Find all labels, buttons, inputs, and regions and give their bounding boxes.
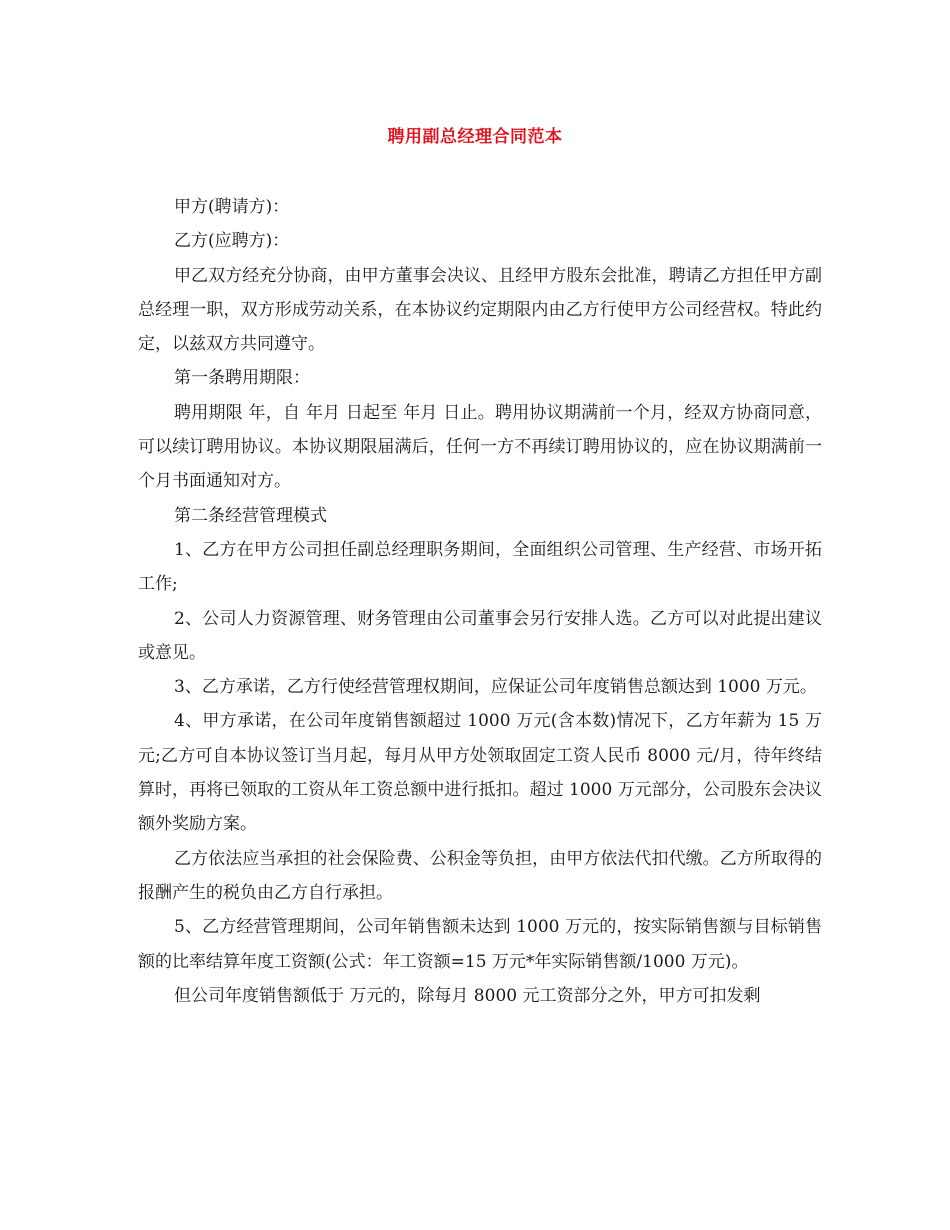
paragraph-preamble: 甲乙双方经充分协商，由甲方董事会决议、且经甲方股东会批准，聘请乙方担任甲方副总经理一职，双方形成劳动关系，在本协议约定期限内由乙方行使甲方公司经营权。特此约定，以兹双方共同遵守。 — [138, 265, 822, 355]
paragraph-low-sales: 但公司年度销售额低于 万元的，除每月 8000 元工资部分之外，甲方可扣发剩 — [174, 985, 761, 1006]
paragraph-item-5: 5、乙方经营管理期间，公司年销售额未达到 1000 万元的，按实际销售额与目标销售额的比率结算年度工资额(公式：年工资额=15 万元*年实际销售额/1000 万元)。 — [138, 917, 822, 972]
paragraph-party-b: 乙方(应聘方)： — [174, 231, 290, 252]
document-title: 聘用副总经理合同范本 — [387, 127, 563, 147]
paragraph-term: 聘用期限 年，自 年月 日起至 年月 日止。聘用协议期满前一个月，经双方协商同意，可以续订聘用协议。本协议期限届满后，任何一方不再续订聘用协议的，应在协议期满前一个月书面通知对方。 — [138, 402, 822, 492]
heading-article-2: 第二条经营管理模式 — [174, 505, 327, 526]
paragraph-item-1: 1、乙方在甲方公司担任副总经理职务期间，全面组织公司管理、生产经营、市场开拓工作; — [138, 539, 822, 595]
paragraph-item-4: 4、甲方承诺，在公司年度销售额超过 1000 万元(含本数)情况下，乙方年薪为 15 万元;乙方可自本协议签订当月起，每月从甲方处领取固定工资人民币 8000 元/月，待年终结算时，再将已领取的工资从年工资总额中进行抵扣。超过 1000 万元部分，公司股东会决议额外奖励方案。 — [138, 711, 822, 835]
heading-article-1: 第一条聘用期限： — [174, 368, 310, 389]
paragraph-item-2: 2、公司人力资源管理、财务管理由公司董事会另行安排人选。乙方可以对此提出建议或意见。 — [138, 608, 822, 663]
document-body — [138, 190, 822, 1013]
paragraph-party-a: 甲方(聘请方)： — [174, 197, 290, 217]
paragraph-item-3: 3、乙方承诺，乙方行使经营管理权期间，应保证公司年度销售总额达到 1000 万元。 — [174, 677, 817, 698]
paragraph-social-insurance: 乙方依法应当承担的社会保险费、公积金等负担，由甲方依法代扣代缴。乙方所取得的报酬产生的税负由乙方自行承担。 — [138, 848, 822, 903]
